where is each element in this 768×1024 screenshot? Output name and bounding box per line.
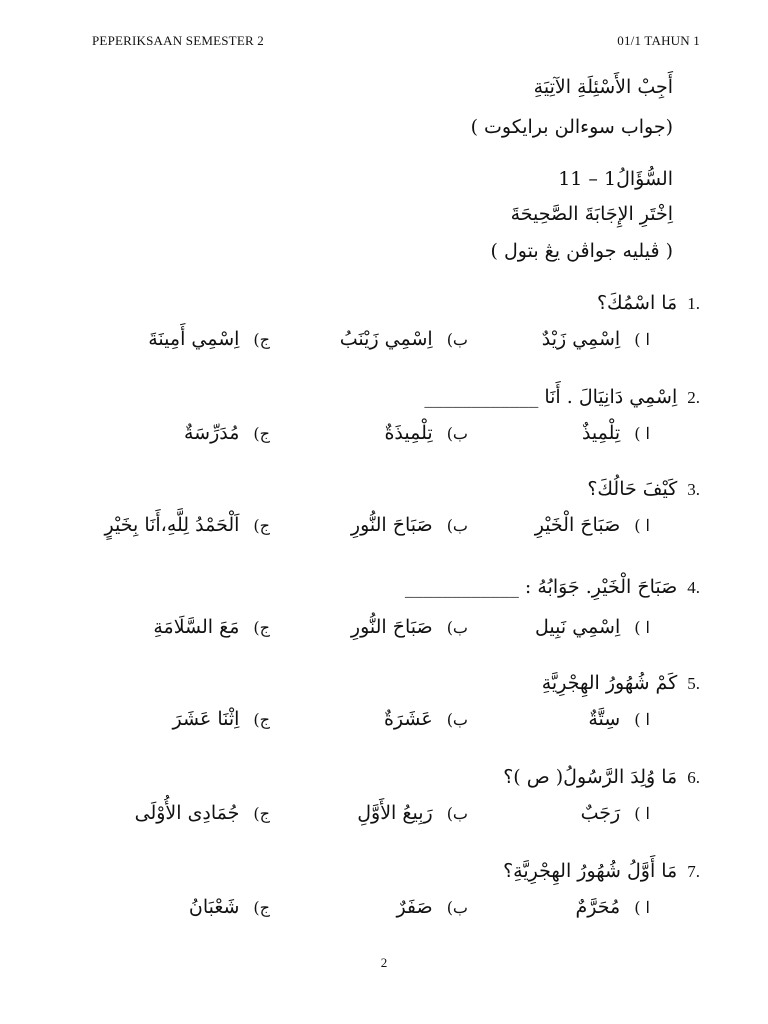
option-marker: ا ) [634,618,650,637]
option-marker: ا ) [634,424,650,443]
option-marker: ج) [253,424,270,443]
question-text: مَا وُلِدَ الرَّسُولُ( ص )؟ [503,766,678,788]
question-1 [597,292,700,314]
option-marker: ج) [253,330,270,349]
option-text: اِسْمِي زَيْدٌ [541,328,621,350]
option-text: صَفَرٌ [396,896,433,918]
option-text: صَبَاحَ الْخَيْرِ [534,514,621,536]
paper-code-header: 01/1 TAHUN 1 [617,33,700,48]
option-b[interactable] [351,616,468,638]
question-number: 7. [687,862,700,881]
instruction-answer-all-jawi: (جواب سوءالن برايكوت ) [470,116,673,138]
option-c[interactable] [148,328,270,350]
option-marker: ب) [446,710,468,729]
option-c[interactable] [153,616,270,638]
option-b[interactable] [340,328,468,350]
option-marker: ا ) [634,330,650,349]
option-text: تِلْمِيذٌ [581,422,621,444]
option-text: مُدَرِّسَةٌ [183,422,240,444]
question-range-heading: السُّؤَالُ1 – 11 [558,168,673,190]
option-text: اِثْنَا عَشَرَ [172,708,240,730]
question-5-options [0,708,768,738]
question-6-options [0,802,768,832]
question-4 [405,576,700,598]
option-text: صَبَاحَ النُّورِ [350,514,433,536]
option-a[interactable] [582,422,650,444]
option-marker: ب) [446,804,468,823]
question-4-options [0,616,768,646]
option-marker: ج) [253,516,270,535]
option-c[interactable] [184,422,270,444]
question-text: كَمْ شُهُورُ الهِجْرِيَّةِ [541,672,678,694]
question-text: اِسْمِي دَانِيَالَ . أَنَا ____________ [424,386,678,408]
option-marker: ا ) [634,804,650,823]
question-number: 5. [687,674,700,693]
option-text: سِتَّةٌ [588,708,621,730]
option-text: صَبَاحَ النُّورِ [350,616,433,638]
instruction-choose-correct: اِخْتَرِ الإِجَابَةَ الصَّحِيحَةَ [510,203,673,225]
option-marker: ب) [446,516,468,535]
option-text: رَجَبٌ [580,802,621,824]
instruction-choose-correct-jawi: ( ڤيليه جواڤن يڠ بتول ) [490,240,673,262]
question-number: 6. [687,768,700,787]
question-6 [503,766,700,788]
option-marker: ا ) [634,898,650,917]
option-text: اِسْمِي أَمِينَةَ [148,328,240,350]
option-text: اَلْحَمْدُ لِلَّهِ،أَنَا بِخَيْرٍ [104,514,240,536]
question-2 [424,386,700,408]
exam-title-header: PEPERIKSAAN SEMESTER 2 [92,33,264,48]
option-b[interactable] [357,802,468,824]
question-7-options [0,896,768,926]
page-number: 2 [380,955,388,970]
option-text: شَعْبَانُ [188,896,240,918]
option-b[interactable] [384,708,468,730]
option-a[interactable] [576,896,650,918]
option-marker: ج) [253,898,270,917]
option-text: مَعَ السَّلَامَةِ [153,616,240,638]
option-marker: ج) [253,618,270,637]
question-5 [542,672,700,694]
question-text: صَبَاحَ الْخَيْرِ. جَوَابُهُ : ____________ [404,576,678,598]
question-3 [587,478,700,500]
instruction-answer-all: أَجِبْ الأَسْئِلَةِ الآتِيَةِ [533,76,673,98]
option-marker: ا ) [634,710,650,729]
option-text: اِسْمِي زَيْنَبُ [339,328,433,350]
question-7 [503,860,700,882]
option-marker: ب) [446,618,468,637]
option-a[interactable] [581,802,650,824]
question-number: 4. [687,578,700,597]
question-number: 1. [687,294,700,313]
option-a[interactable] [588,708,650,730]
question-text: كَيْفَ حَالُكَ؟ [587,478,678,500]
question-3-options [0,514,768,544]
question-number: 3. [687,480,700,499]
option-c[interactable] [189,896,270,918]
option-text: رَبِيعُ الأَوَّلِ [357,802,433,824]
option-text: اِسْمِي نَبِيل [535,616,621,638]
option-text: مُحَرَّمٌ [575,896,621,918]
option-a[interactable] [535,616,650,638]
question-number: 2. [687,388,700,407]
question-1-options [0,328,768,358]
option-b[interactable] [351,514,468,536]
question-text: مَا أَوَّلُ شُهُورُ الهِجْرِيَّةِ؟ [503,860,678,882]
option-marker: ج) [253,804,270,823]
option-b[interactable] [396,896,468,918]
option-text: جُمَادِى الأُوْلَى [134,802,240,824]
option-c[interactable] [135,802,270,824]
option-marker: ج) [253,710,270,729]
option-marker: ب) [446,898,468,917]
option-marker: ا ) [634,516,650,535]
option-c[interactable] [173,708,270,730]
option-text: عَشَرَةٌ [383,708,433,730]
option-marker: ب) [446,330,468,349]
option-b[interactable] [384,422,468,444]
option-marker: ب) [446,424,468,443]
option-c[interactable] [105,514,270,536]
option-a[interactable] [542,328,650,350]
question-text: مَا اسْمُكَ؟ [596,292,678,314]
option-text: تِلْمِيذَةٌ [384,422,433,444]
option-a[interactable] [535,514,650,536]
question-2-options [0,422,768,452]
